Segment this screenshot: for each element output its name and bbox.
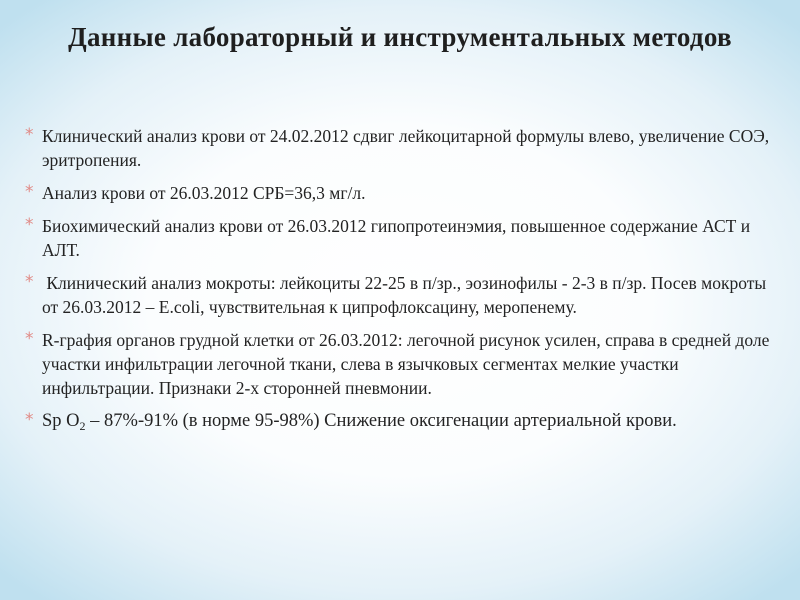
- bullet-list: [24, 124, 776, 443]
- slide-title: Данные лабораторный и инструментальных методов: [68, 22, 732, 52]
- list-item-text: Клинический анализ мокроты: лейкоциты 22-25 в п/зр., эозинофилы - 2-3 в п/зр. Посев мокроты от 26.03.2012 – E.coli, чувствительная к ципрофлоксацину, меропенему.: [42, 273, 771, 317]
- list-item-text: Биохимический анализ крови от 26.03.2012 гипопротеинэмия, повышенное содержание АСТ и АЛТ.: [42, 216, 751, 260]
- bullet-marker-icon: *: [25, 182, 34, 202]
- list-item: [24, 181, 776, 205]
- subscript-text: 2: [79, 419, 86, 433]
- list-item: [24, 214, 776, 262]
- bullet-marker-icon: *: [25, 410, 34, 430]
- list-item: [24, 328, 776, 400]
- bullet-marker-icon: *: [25, 215, 34, 235]
- list-item-text: R-графия органов грудной клетки от 26.03.2012: легочной рисунок усилен, справа в средней доле участки инфильтрации легочной ткани, слева в язычковых сегментах мелкие участки инфильтрации. Признаки 2-х сторонней пневмонии.: [42, 330, 770, 398]
- list-item: [24, 409, 776, 434]
- list-item-text-pre: Sp O: [42, 411, 80, 431]
- list-item-text: Анализ крови от 26.03.2012 СРБ=36,3 мг/л.: [42, 183, 366, 203]
- list-item: [24, 124, 776, 172]
- list-item-text: Клинический анализ крови от 24.02.2012 сдвиг лейкоцитарной формулы влево, увеличение СОЭ, эритропения.: [42, 126, 770, 170]
- list-item-text-post: – 87%-91% (в норме 95-98%) Снижение оксигенации артериальной крови.: [85, 411, 677, 431]
- bullet-marker-icon: *: [25, 329, 34, 349]
- bullet-marker-icon: *: [25, 125, 34, 145]
- list-item: [24, 271, 776, 319]
- bullet-marker-icon: *: [25, 272, 34, 292]
